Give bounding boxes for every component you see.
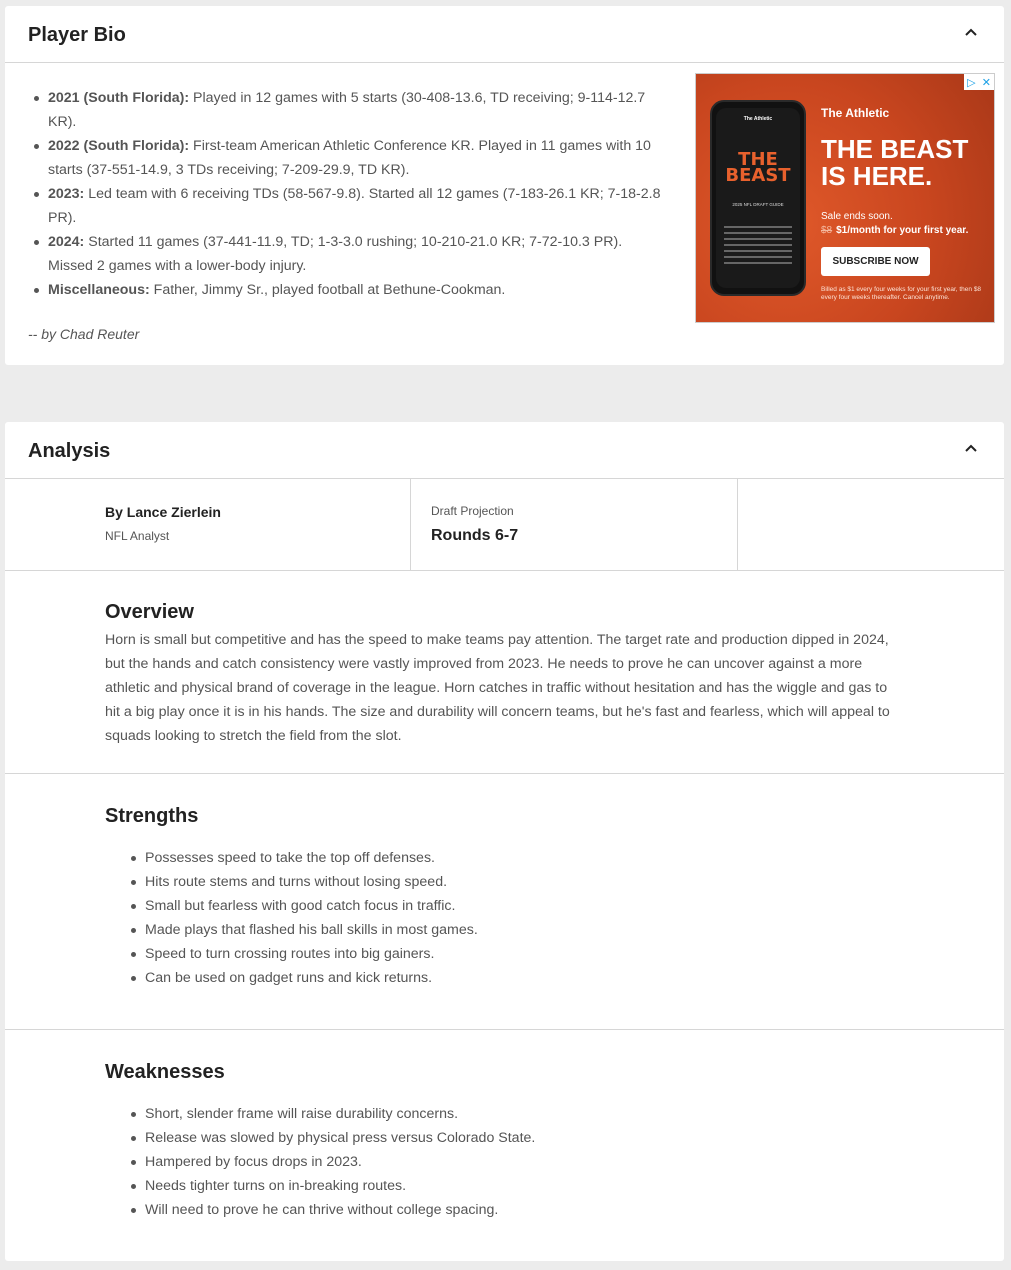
analysis-header[interactable] bbox=[5, 422, 1004, 479]
player-bio-title: Player Bio bbox=[28, 24, 126, 46]
analysis-card bbox=[5, 422, 1004, 1261]
strengths-section bbox=[5, 774, 1004, 1030]
draft-projection bbox=[411, 479, 738, 570]
bio-byline: -- by Chad Reuter bbox=[28, 326, 140, 342]
overview-title: Overview bbox=[105, 601, 194, 623]
strength-item: Speed to turn crossing routes into big gainers. bbox=[127, 942, 478, 966]
weakness-item: Will need to prove he can thrive without college spacing. bbox=[127, 1198, 535, 1222]
bio-item: 2024: Started 11 games (37-441-11.9, TD; 1-3-3.0 rushing; 10-210-21.0 KR; 7-72-10.3 PR). Missed 2 games with a lower-body injury. bbox=[28, 230, 668, 278]
analysis-title: Analysis bbox=[28, 440, 111, 462]
ad-price: $8 $1/month for your first year. bbox=[821, 225, 969, 236]
author-role: NFL Analyst bbox=[105, 529, 170, 543]
weakness-item: Short, slender frame will raise durability concerns. bbox=[127, 1102, 535, 1126]
advertisement[interactable] bbox=[695, 73, 995, 323]
strength-item: Possesses speed to take the top off defenses. bbox=[127, 846, 478, 870]
weaknesses-title: Weaknesses bbox=[105, 1061, 225, 1083]
subscribe-button[interactable]: SUBSCRIBE NOW bbox=[821, 247, 930, 276]
player-bio-card bbox=[5, 6, 1004, 365]
weaknesses-list bbox=[127, 1102, 535, 1222]
projection-value: Rounds 6-7 bbox=[431, 527, 519, 544]
overview-text: Horn is small but competitive and has the speed to make teams pay attention. The target rate and production dipped in 2024, but the hands and catch consistency were vastly improved from 2023. He needs to prove he can uncover against a more athletic and physical brand of coverage in the league. Horn catches in traffic without hesitation and has the wiggle and gas to hit a big play once it is in his hands. The size and durability will concern teams, but he's fast and fearless, which will appeal to squads looking to stretch the field from the slot. bbox=[105, 632, 890, 744]
ad-headline: THE BEAST IS HERE. bbox=[821, 134, 969, 191]
strength-item: Can be used on gadget runs and kick returns. bbox=[127, 966, 478, 990]
weakness-item: Hampered by focus drops in 2023. bbox=[127, 1150, 535, 1174]
projection-label: Draft Projection bbox=[431, 504, 514, 518]
bio-list bbox=[28, 86, 668, 302]
chevron-up-icon[interactable] bbox=[964, 442, 978, 456]
weakness-item: Needs tighter turns on in-breaking routes. bbox=[127, 1174, 535, 1198]
author-name[interactable]: By Lance Zierlein bbox=[105, 504, 221, 520]
bio-item: Miscellaneous: Father, Jimmy Sr., played football at Bethune-Cookman. bbox=[28, 278, 668, 302]
ad-choices-icon[interactable]: ▷ ✕ bbox=[964, 74, 994, 90]
bio-item: 2021 (South Florida): Played in 12 games with 5 starts (30-408-13.6, TD receiving; 9-114-12.7 KR). bbox=[28, 86, 668, 134]
ad-brand: The Athletic bbox=[821, 106, 890, 120]
strength-item: Hits route stems and turns without losing speed. bbox=[127, 870, 478, 894]
player-bio-header[interactable] bbox=[5, 6, 1004, 63]
bio-item: 2022 (South Florida): First-team American Athletic Conference KR. Played in 11 games with 10 starts (37-551-14.9, 3 TDs receiving; 7-209-29.9, TD KR). bbox=[28, 134, 668, 182]
weakness-item: Release was slowed by physical press versus Colorado State. bbox=[127, 1126, 535, 1150]
chevron-up-icon[interactable] bbox=[964, 26, 978, 40]
ad-sale-text: Sale ends soon. bbox=[821, 211, 893, 222]
overview-section bbox=[5, 571, 1004, 774]
author-row bbox=[5, 479, 1004, 571]
ad-fine-print: Billed as $1 every four weeks for your first year, then $8 every four weeks thereafter. Cancel anytime. bbox=[821, 286, 982, 301]
author-info bbox=[5, 479, 411, 570]
strengths-title: Strengths bbox=[105, 805, 199, 827]
weaknesses-section bbox=[5, 1030, 1004, 1261]
bio-item: 2023: Led team with 6 receiving TDs (58-567-9.8). Started all 12 games (7-183-26.1 KR; 7-18-2.8 PR). bbox=[28, 182, 668, 230]
strengths-list bbox=[127, 846, 478, 990]
strength-item: Made plays that flashed his ball skills in most games. bbox=[127, 918, 478, 942]
strength-item: Small but fearless with good catch focus in traffic. bbox=[127, 894, 478, 918]
phone-mockup: The Athletic THE BEAST 2025 NFL DRAFT GUIDE bbox=[710, 100, 806, 296]
